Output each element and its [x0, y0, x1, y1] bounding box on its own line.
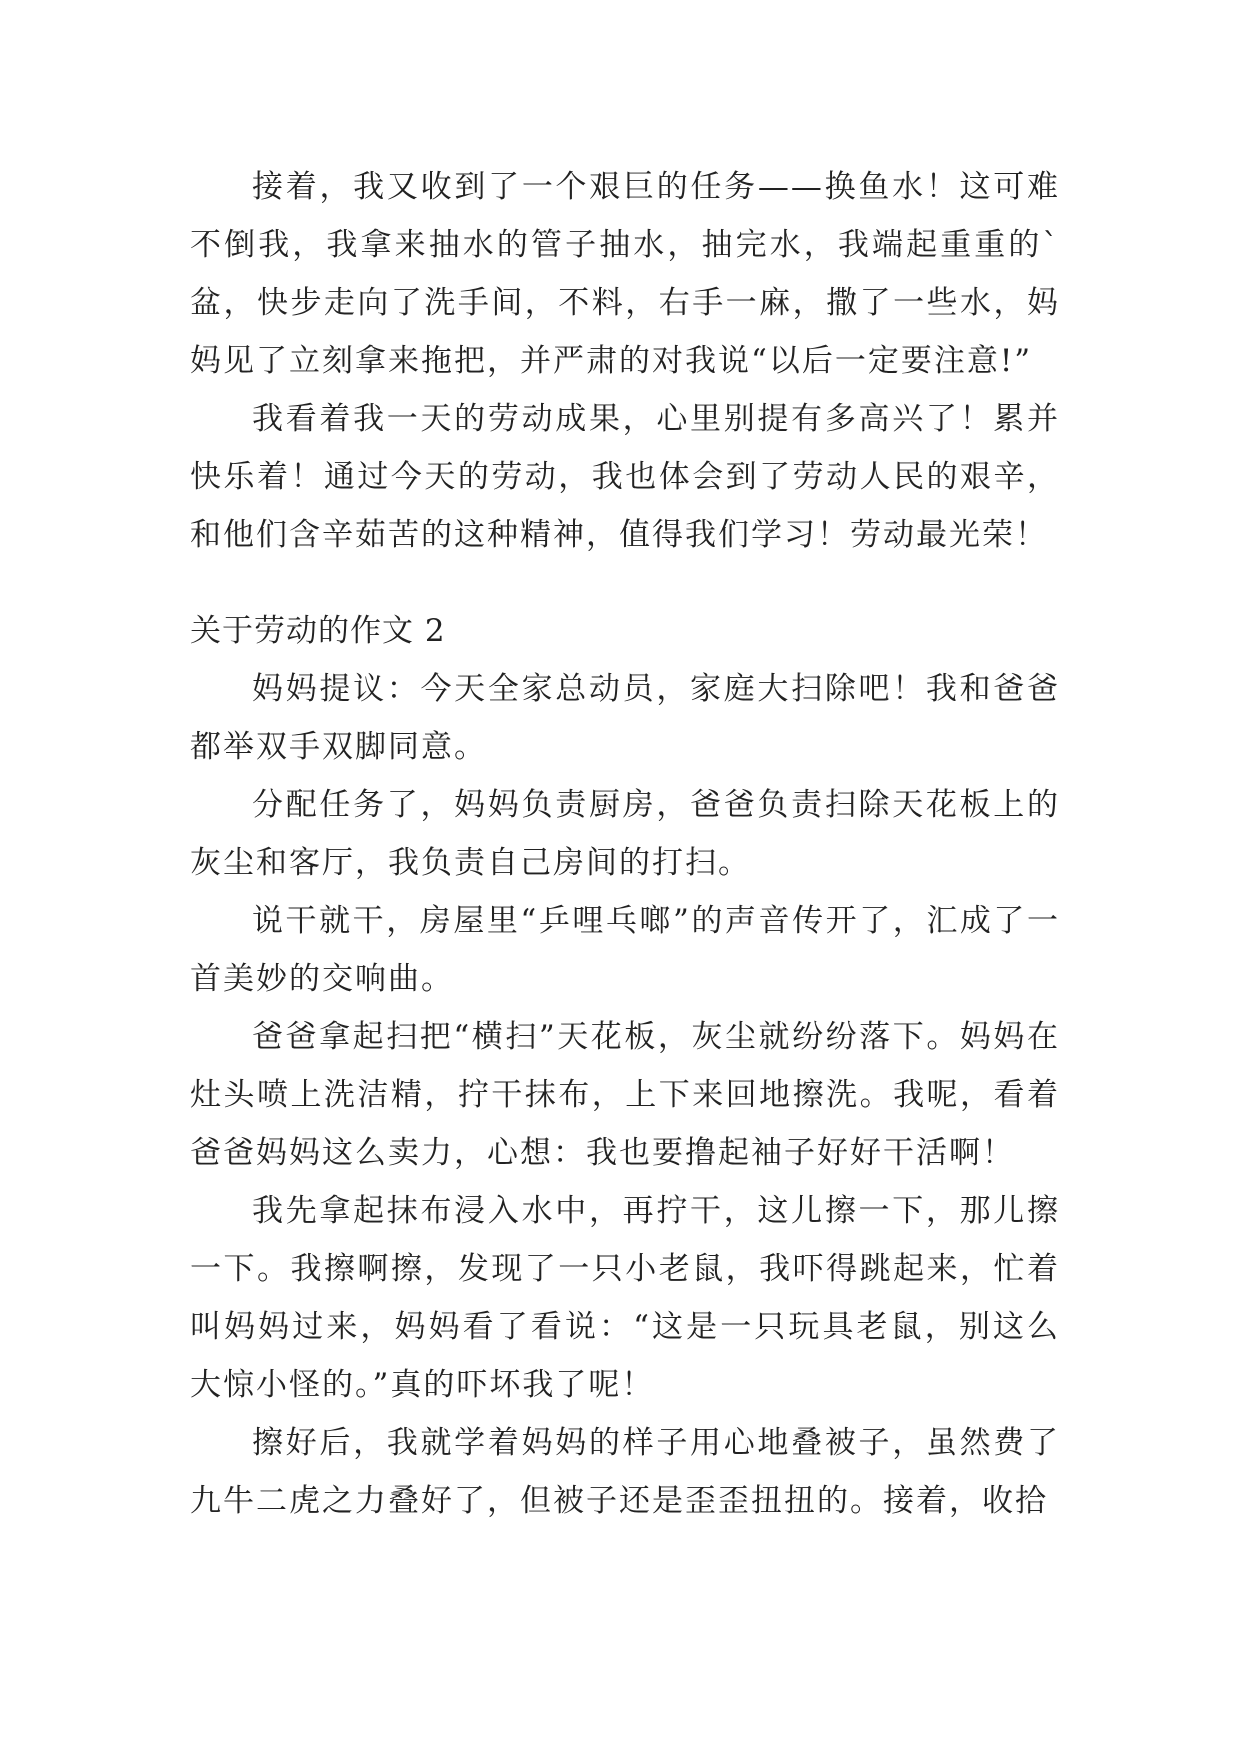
paragraph: 擦好后，我就学着妈妈的样子用心地叠被子，虽然费了九牛二虎之力叠好了，但被子还是歪歪扭扭的。接着，收拾 [190, 1425, 1060, 1519]
paragraph: 爸爸拿起扫把“横扫”天花板，灰尘就纷纷落下。妈妈在灶头喷上洗洁精，拧干抹布，上下来回地擦洗。我呢，看着爸爸妈妈这么卖力，心想：我也要撸起袖子好好干活啊！ [190, 1019, 1060, 1171]
paragraph: 接着，我又收到了一个艰巨的任务——换鱼水！这可难不倒我，我拿来抽水的管子抽水，抽完水，我端起重重的`盆，快步走向了洗手间，不料，右手一麻，撒了一些水，妈妈见了立刻拿来拖把，并严肃的对我说“以后一定要注意!” [190, 169, 1060, 379]
document-body [190, 158, 1060, 1530]
paragraph: 我看着我一天的劳动成果，心里别提有多高兴了！累并快乐着！通过今天的劳动，我也体会到了劳动人民的艰辛，和他们含辛茹苦的这种精神，值得我们学习！劳动最光荣！ [190, 401, 1060, 553]
paragraph: 分配任务了，妈妈负责厨房，爸爸负责扫除天花板上的灰尘和客厅，我负责自己房间的打扫。 [190, 787, 1060, 881]
section-title: 关于劳动的作文 2 [190, 613, 446, 649]
paragraph: 说干就干，房屋里“乒哩乓啷”的声音传开了，汇成了一首美妙的交响曲。 [190, 903, 1060, 997]
paragraph: 妈妈提议：今天全家总动员，家庭大扫除吧！我和爸爸都举双手双脚同意。 [190, 671, 1060, 765]
paragraph: 我先拿起抹布浸入水中，再拧干，这儿擦一下，那儿擦一下。我擦啊擦，发现了一只小老鼠，我吓得跳起来，忙着叫妈妈过来，妈妈看了看说：“这是一只玩具老鼠，别这么大惊小怪的。”真的吓坏我了呢！ [190, 1193, 1060, 1403]
